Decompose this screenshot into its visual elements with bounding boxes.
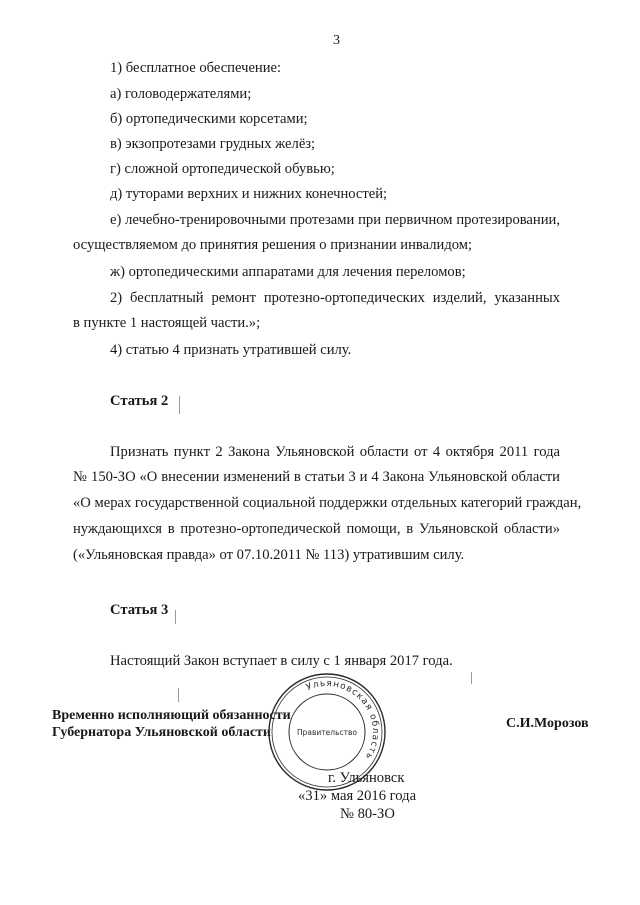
list-item: б) ортопедическими корсетами; — [110, 111, 308, 127]
scan-artifact — [471, 672, 472, 684]
svg-text:Правительство: Правительство — [297, 728, 357, 737]
article-2-line: нуждающихся в протезно-ортопедической помощи, в Ульяновской области» — [73, 521, 560, 537]
article-2-line: № 150-ЗО «О внесении изменений в статьи 3 и 4 Закона Ульяновской области — [73, 469, 560, 485]
item-2-line2: в пункте 1 настоящей части.»; — [73, 315, 261, 331]
article-3-text: Настоящий Закон вступает в силу с 1 января 2017 года. — [110, 653, 453, 669]
list-item: а) головодержателями; — [110, 86, 252, 102]
list-item-e-line1: е) лечебно-тренировочными протезами при первичном протезировании, — [110, 212, 560, 228]
signature-title-line1: Временно исполняющий обязанности — [52, 708, 291, 723]
list-item: в) экзопротезами грудных желёз; — [110, 136, 316, 152]
page-number: 3 — [333, 33, 340, 48]
svg-text:Ульяновская область: Ульяновская область — [304, 678, 381, 762]
scan-artifact — [179, 396, 180, 414]
footer-date: «31» мая 2016 года — [298, 788, 417, 804]
article-2-line: «О мерах государственной социальной поддержки отдельных категорий граждан, — [73, 495, 582, 511]
list-item: 4) статью 4 признать утратившей силу. — [110, 342, 352, 358]
list-item: д) туторами верхних и нижних конечностей; — [110, 186, 388, 202]
signature-title-line2: Губернатора Ульяновской области — [52, 725, 271, 740]
list-item-e-line2: осуществляемом до принятия решения о признании инвалидом; — [73, 237, 473, 253]
list-item: г) сложной ортопедической обувью; — [110, 161, 335, 177]
footer-city: г. Ульяновск — [328, 770, 405, 786]
item-2-line1: 2) бесплатный ремонт протезно-ортопедических изделий, указанных — [110, 290, 560, 306]
article-3-heading: Статья 3 — [110, 602, 169, 618]
scan-artifact — [175, 610, 176, 624]
signature-name: С.И.Морозов — [506, 716, 589, 731]
article-2-heading: Статья 2 — [110, 393, 169, 409]
footer-number: № 80-ЗО — [340, 806, 395, 822]
article-2-line: Признать пункт 2 Закона Ульяновской области от 4 октября 2011 года — [110, 444, 560, 460]
list-item: 1) бесплатное обеспечение: — [110, 60, 282, 76]
article-2-line: («Ульяновская правда» от 07.10.2011 № 113) утратившим силу. — [73, 547, 465, 563]
list-item: ж) ортопедическими аппаратами для лечения переломов; — [110, 264, 466, 280]
scan-artifact — [178, 688, 179, 702]
